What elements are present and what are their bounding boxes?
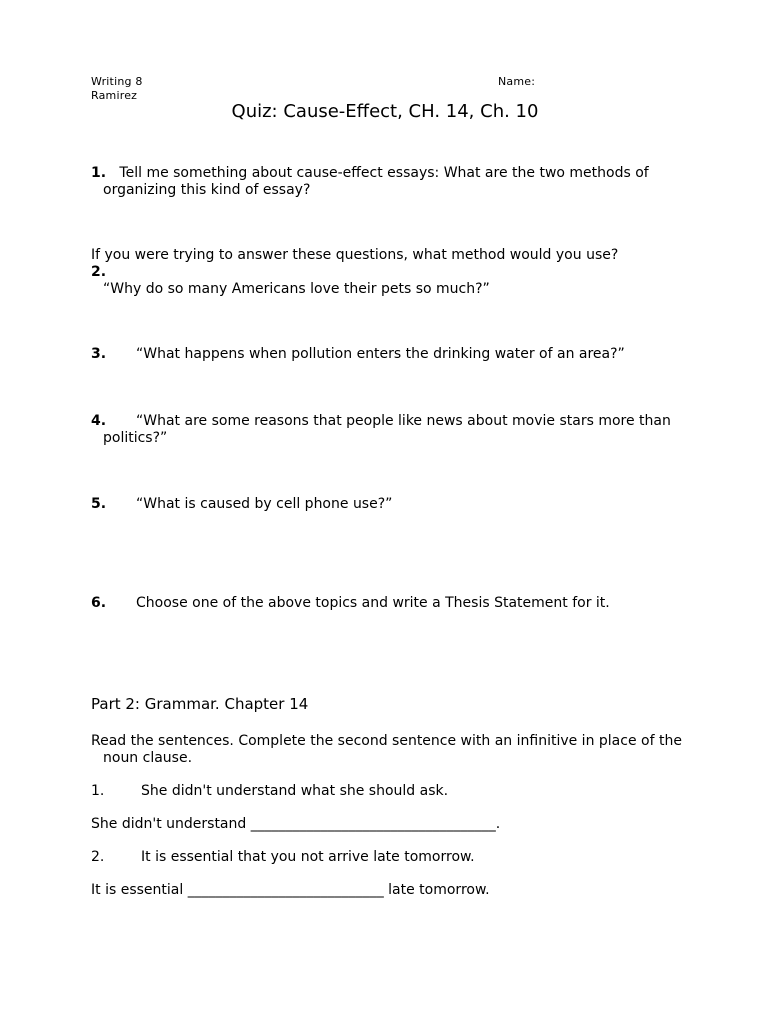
instructions-text: Read the sentences. Complete the second sentence with an infinitive in place of the: [91, 733, 682, 749]
item-sentence: It is essential that you not arrive late tomorrow.: [141, 849, 475, 865]
grammar-item-1-completion: [91, 816, 500, 833]
question-text: “What happens when pollution enters the drinking water of an area?”: [136, 346, 625, 362]
completion-suffix: late tomorrow.: [388, 882, 490, 898]
question-text: “Why do so many Americans love their pets so much?”: [103, 281, 490, 297]
teacher-label: Ramirez: [91, 89, 138, 102]
question-text: “What is caused by cell phone use?”: [136, 496, 393, 512]
method-prompt: If you were trying to answer these questions, what method would you use?: [91, 247, 619, 263]
item-number: 1.: [91, 783, 105, 799]
question-text: Choose one of the above topics and write a Thesis Statement for it.: [136, 595, 610, 611]
question-number: 5.: [91, 496, 107, 512]
question-number: 4.: [91, 413, 107, 429]
question-4: [91, 413, 671, 447]
question-number: 3.: [91, 346, 107, 362]
grammar-item-2-completion: [91, 882, 490, 899]
question-3: [91, 346, 625, 363]
question-2: [91, 264, 490, 298]
completion-suffix: .: [495, 816, 501, 832]
question-number: 1.: [91, 165, 107, 181]
instructions-text-continued: noun clause.: [103, 750, 193, 766]
question-6: [91, 595, 610, 612]
part2-heading: Part 2: Grammar. Chapter 14: [91, 695, 309, 713]
completion-prefix: She didn't understand: [91, 816, 247, 832]
question-text-continued: politics?”: [103, 430, 168, 446]
question-5: [91, 496, 392, 513]
question-1: [91, 165, 649, 199]
grammar-item-2-sentence: [91, 849, 475, 866]
question-number: 6.: [91, 595, 107, 611]
grammar-item-1-sentence: [91, 783, 448, 800]
page-title: Quiz: Cause-Effect, CH. 14, Ch. 10: [231, 101, 539, 122]
item-sentence: She didn't understand what she should ask.: [141, 783, 449, 799]
course-label: Writing 8: [91, 75, 143, 88]
item-number: 2.: [91, 849, 105, 865]
question-text: Tell me something about cause-effect essays: What are the two methods of: [119, 165, 649, 181]
answer-blank[interactable]: ___________________________________: [250, 816, 496, 832]
completion-prefix: It is essential: [91, 882, 184, 898]
name-label: Name:: [498, 75, 536, 88]
question-number: 2.: [91, 264, 107, 280]
question-text-continued: organizing this kind of essay?: [103, 182, 311, 198]
question-text: “What are some reasons that people like news about movie stars more than: [136, 413, 671, 429]
answer-blank[interactable]: ____________________________: [187, 882, 384, 898]
part2-instructions: [91, 733, 682, 767]
